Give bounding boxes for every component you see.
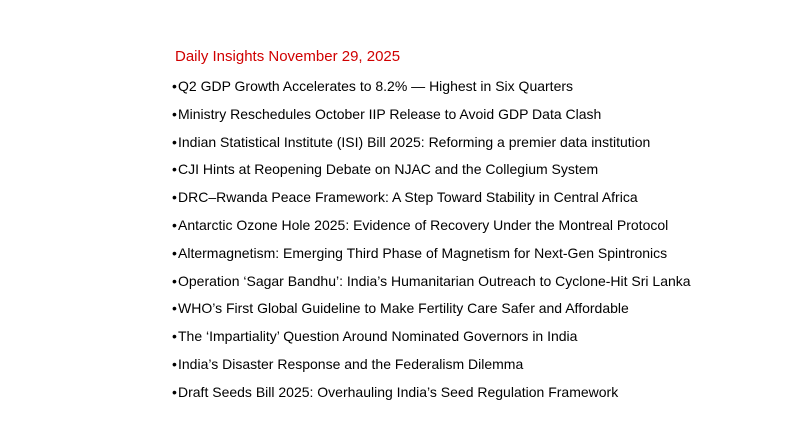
headline-text: Antarctic Ozone Hole 2025: Evidence of Recovery Under the Montreal Protocol (178, 216, 669, 233)
headline-text: Q2 GDP Growth Accelerates to 8.2% — Highest in Six Quarters (178, 78, 574, 94)
list-item (172, 244, 691, 272)
list-item (172, 355, 691, 383)
bullet-icon: • (172, 272, 177, 289)
bullet-icon: • (172, 328, 177, 345)
bullet-icon: • (172, 355, 177, 372)
page-title: Daily Insights November 29, 2025 (175, 48, 401, 65)
list-item (172, 216, 691, 244)
headline-text: Operation ‘Sagar Bandhu’: India’s Humanitarian Outreach to Cyclone-Hit Sri Lanka (178, 272, 691, 289)
bullet-icon: • (172, 244, 177, 261)
list-item (172, 77, 691, 105)
bullet-icon: • (172, 189, 177, 206)
list-item (172, 105, 691, 133)
list-item (172, 133, 691, 161)
headline-text: The ‘Impartiality’ Question Around Nominated Governors in India (178, 328, 578, 345)
list-item (172, 188, 691, 216)
bullet-icon: • (172, 105, 177, 122)
list-item (172, 327, 691, 355)
bullet-icon: • (172, 78, 177, 94)
list-item (172, 160, 691, 188)
bullet-icon: • (172, 161, 177, 178)
headline-list (172, 77, 691, 411)
headline-text: Indian Statistical Institute (ISI) Bill 2025: Reforming a premier data institution (178, 133, 651, 150)
headline-text: India’s Disaster Response and the Federalism Dilemma (178, 355, 524, 372)
bullet-icon: • (172, 216, 177, 233)
headline-text: CJI Hints at Reopening Debate on NJAC and the Collegium System (178, 161, 599, 178)
headline-text: Draft Seeds Bill 2025: Overhauling India’s Seed Regulation Framework (178, 383, 619, 400)
headline-text: Ministry Reschedules October IIP Release to Avoid GDP Data Clash (178, 105, 602, 122)
list-item (172, 299, 691, 327)
bullet-icon: • (172, 133, 177, 150)
bullet-icon: • (172, 300, 177, 317)
headline-text: DRC–Rwanda Peace Framework: A Step Toward Stability in Central Africa (178, 189, 638, 206)
bullet-icon: • (172, 383, 177, 400)
headline-text: Altermagnetism: Emerging Third Phase of Magnetism for Next-Gen Spintronics (178, 244, 668, 261)
headline-text: WHO’s First Global Guideline to Make Fertility Care Safer and Affordable (178, 300, 629, 317)
list-item (172, 272, 691, 300)
list-item (172, 383, 691, 411)
